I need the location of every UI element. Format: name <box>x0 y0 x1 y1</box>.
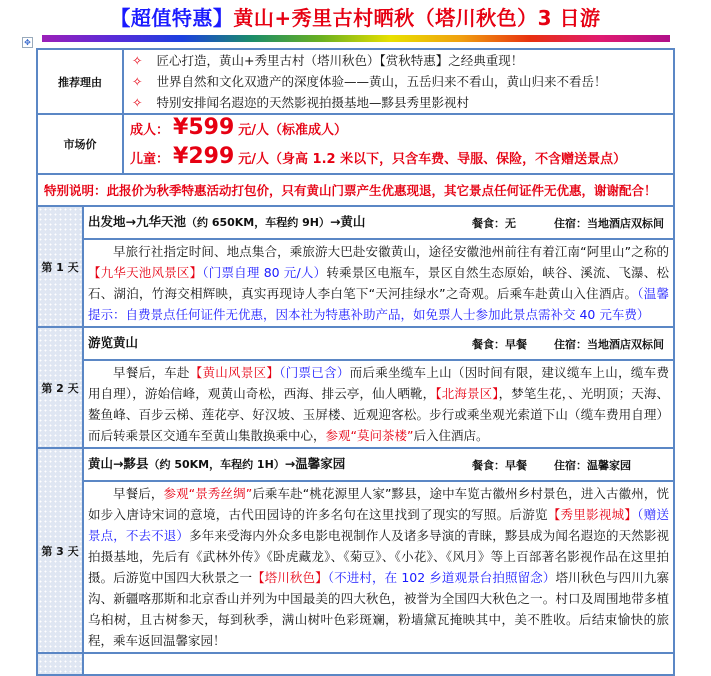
text-segment: 早餐后，车赴 <box>113 365 190 380</box>
star-icon: ✧ <box>132 95 143 110</box>
rainbow-divider <box>42 35 670 42</box>
day-stay: 住宿：温馨家园 <box>554 459 631 472</box>
star-icon: ✧ <box>132 53 143 68</box>
day-label: 第 2 天 <box>37 327 83 448</box>
day-body-row <box>37 360 674 448</box>
recommend-item: ✧ 匠心打造，黄山+秀里古村（塔川秋色）【赏秋特惠】之经典重现！ <box>132 53 524 68</box>
day-header-row <box>37 448 674 481</box>
text-segment: 【塔川秋色】 <box>252 570 328 585</box>
text-segment: （赠送景点，不去不退） <box>88 507 669 543</box>
recommend-label: 推荐理由 <box>37 49 123 114</box>
text-segment: 【秀里影视城】 <box>547 507 638 522</box>
text-segment: （门票自理 80 元/人） <box>202 265 327 280</box>
adult-price: 成人： ¥599 元/人（标准成人） <box>130 115 347 140</box>
page-title: 【超值特惠】黄山+秀里古村晒秋（塔川秋色）3 日游 <box>110 6 601 30</box>
text-segment: 转乘景区电瓶车，景区自然生态原始，峡谷、溪流、飞瀑、松石、湖泊，竹海交相辉映，真实再现诗人李白笔下“天河挂绿水”之奇观。后乘车赴黄山入住酒店。 <box>88 265 669 301</box>
special-note: 特别说明：此报价为秋季特惠活动打包价，只有黄山门票产生优惠现退，其它景点任何证件无优惠，谢谢配合！ <box>37 174 674 206</box>
day-header <box>83 448 674 481</box>
day-meal: 餐食：早餐 <box>472 338 527 351</box>
text-segment: （温馨提示：自费景点任何证件无优惠，因本社为特惠补助产品，如免票人士参加此景点需补交 40 元车费） <box>88 286 669 322</box>
text-segment: 后乘车赴“桃花源里人家”黟县，途中车览古徽州乡村景色，进入古徽州，恍如步入唐诗宋词的意境，古代田园诗的许多名句在这里找到了现实的写照。后游览 <box>88 486 669 522</box>
special-row <box>37 174 674 206</box>
day-label: 第 1 天 <box>37 206 83 327</box>
day-body-row <box>37 481 674 653</box>
text-segment: 塔川秋色与四川九寨沟、新疆喀那斯和北京香山并列为中国最美的四大秋色，被誉为全国四大秋色之一。村口及周围地带多植乌桕树，且古树参天，每到秋季，满山树叶色彩斑斓，粉墙黛瓦掩映其中，美不胜收。后结束愉快的旅程，乘车返回温馨家园！ <box>88 570 669 648</box>
itinerary-table <box>36 48 675 676</box>
day-route: 出发地→九华天池（约 650KM，车程约 9H）→黄山 <box>88 214 366 229</box>
day-header-row <box>37 206 674 239</box>
day-description <box>83 481 674 653</box>
text-segment: （不进村，在 102 乡道观景台拍照留念） <box>327 570 556 585</box>
day-header <box>83 206 674 239</box>
day-header-row <box>37 327 674 360</box>
recommend-row <box>37 49 674 114</box>
day-body-row <box>37 239 674 327</box>
text-segment: 早餐后， <box>113 486 164 501</box>
text-segment: 【九华天池风景区】 <box>88 265 203 280</box>
recommend-item: ✧ 特别安排闻名遐迩的天然影视拍摄基地—黟县秀里影视村 <box>132 95 469 110</box>
day-stay: 住宿：当地酒店双标间 <box>554 217 664 230</box>
cell <box>83 653 674 675</box>
table-move-handle-icon[interactable]: ✥ <box>22 37 33 48</box>
day-stay: 住宿：当地酒店双标间 <box>554 338 664 351</box>
price-label: 市场价 <box>37 114 123 174</box>
text-segment: 参观“景秀丝绸” <box>163 486 253 501</box>
day-header <box>83 327 674 360</box>
day-route: 游览黄山 <box>88 335 139 350</box>
text-segment: ，梦笔生花，、光明顶；天海、鳌鱼峰、百步云梯、莲花亭、好汉坡、玉屏楼、近观迎客松。步行或乘坐观光索道下山（缆车费用自理）而后转乘景区交通车至黄山集散换乘中心， <box>88 386 669 443</box>
day-label: 第 3 天 <box>37 448 83 653</box>
recommend-item: ✧ 世界自然和文化双遗产的深度体验——黄山，五岳归来不看山，黄山归来不看岳！ <box>132 74 607 89</box>
text-segment: 多年来受海内外众多电影电视制作人及诸多导演的青睐，黟县成为闻名遐迩的天然影视拍摄基地，先后有《武林外传》《卧虎藏龙》、《菊豆》、《小花》、《风月》等上百部著名影视作品在这里拍摄。后游览中国四大秋景之一 <box>88 528 669 585</box>
day-route: 黄山→黟县（约 50KM，车程约 1H）→温馨家园 <box>88 456 346 471</box>
text-segment: 而后乘坐缆车上山（因时间有限，建议缆车上山，缆车费用自理），游始信峰，观黄山奇松，西海、排云亭，仙人晒靴， <box>88 365 669 401</box>
day-description <box>83 360 674 448</box>
day-meal: 餐食：无 <box>472 217 516 230</box>
text-segment: 早旅行社指定时间、地点集合，乘旅游大巴赴安徽黄山，途径安徽池州前往有着江南“阿里山”之称的 <box>113 244 669 259</box>
text-segment: 【黄山风景区】 <box>189 365 280 380</box>
day-label <box>37 653 83 675</box>
next-row <box>37 653 674 675</box>
day-meal: 餐食：早餐 <box>472 459 527 472</box>
price-row <box>37 114 674 174</box>
star-icon: ✧ <box>132 74 143 89</box>
day-description <box>83 239 674 327</box>
text-segment: 参观“莫问茶楼” <box>325 428 414 443</box>
child-price: 儿童： ¥299 元/人（身高 1.2 米以下，只含车费、导服、保险，不含赠送景点） <box>130 144 627 169</box>
text-segment: （门票已含） <box>279 365 350 380</box>
text-segment: 【北海景区】 <box>435 386 499 401</box>
text-segment: 后入住酒店。 <box>413 428 489 443</box>
price-cell <box>123 114 674 174</box>
recommend-list <box>123 49 674 114</box>
